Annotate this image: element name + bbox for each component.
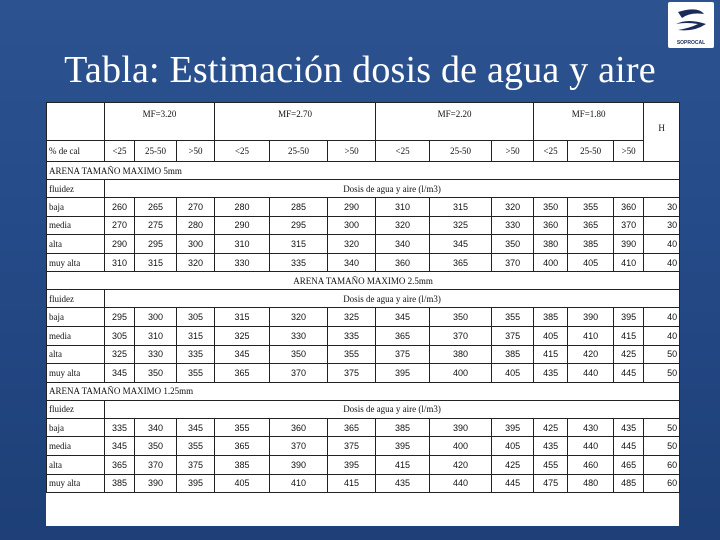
dose-value-cell: 360 xyxy=(376,253,430,272)
h-value-cell: 50 xyxy=(644,364,680,383)
table-row xyxy=(47,326,680,345)
table-row xyxy=(47,308,680,327)
dose-value-cell: 375 xyxy=(376,345,430,364)
dose-value-cell: 355 xyxy=(492,308,534,327)
h-value-cell: 60 xyxy=(644,474,680,493)
h-value-cell: 30 xyxy=(644,216,680,235)
range-cell: 25-50 xyxy=(135,141,177,162)
dose-value-cell: 350 xyxy=(270,345,328,364)
dose-value-cell: 360 xyxy=(534,216,568,235)
table-row xyxy=(47,253,680,272)
dose-value-cell: 410 xyxy=(270,474,328,493)
fluidez-level-label: muy alta xyxy=(47,364,105,383)
dose-value-cell: 480 xyxy=(568,474,614,493)
dose-value-cell: 325 xyxy=(430,216,492,235)
dose-value-cell: 405 xyxy=(492,364,534,383)
fluidez-level-label: media xyxy=(47,216,105,235)
range-cell: 25-50 xyxy=(270,141,328,162)
dose-value-cell: 440 xyxy=(430,474,492,493)
dose-value-cell: 380 xyxy=(534,235,568,254)
dose-value-cell: 270 xyxy=(177,198,215,217)
dose-value-cell: 330 xyxy=(492,216,534,235)
dose-value-cell: 370 xyxy=(614,216,644,235)
h-value-cell: 50 xyxy=(644,437,680,456)
dose-value-cell: 280 xyxy=(177,216,215,235)
mf-header-cell xyxy=(215,103,376,141)
mf-label: MF=2.20 xyxy=(437,108,472,119)
dose-value-cell: 340 xyxy=(328,253,376,272)
mf-header-cell xyxy=(105,103,215,141)
dose-value-cell: 440 xyxy=(568,364,614,383)
dose-value-cell: 475 xyxy=(534,474,568,493)
dose-value-cell: 385 xyxy=(492,345,534,364)
dose-value-cell: 440 xyxy=(568,437,614,456)
dose-value-cell: 395 xyxy=(492,418,534,437)
dosage-table xyxy=(46,102,680,493)
dose-value-cell: 355 xyxy=(328,345,376,364)
dose-value-cell: 465 xyxy=(614,455,644,474)
dose-value-cell: 345 xyxy=(177,418,215,437)
dose-value-cell: 425 xyxy=(492,455,534,474)
dose-value-cell: 385 xyxy=(215,455,270,474)
dose-value-cell: 350 xyxy=(135,364,177,383)
dose-value-cell: 370 xyxy=(135,455,177,474)
range-cell: <25 xyxy=(215,141,270,162)
logo-swirl-icon xyxy=(668,2,714,42)
range-cell: <25 xyxy=(376,141,430,162)
dose-value-cell: 335 xyxy=(105,418,135,437)
dose-value-cell: 360 xyxy=(270,418,328,437)
dose-value-cell: 285 xyxy=(270,198,328,217)
dose-value-cell: 375 xyxy=(328,437,376,456)
section-title: ARENA TAMAÑO MAXIMO 1.25mm xyxy=(47,382,680,400)
dose-value-cell: 355 xyxy=(177,364,215,383)
dose-value-cell: 420 xyxy=(568,345,614,364)
range-cell: >50 xyxy=(492,141,534,162)
mf-header-row xyxy=(47,103,680,141)
dose-value-cell: 300 xyxy=(328,216,376,235)
slide-title: Tabla: Estimación dosis de agua y aire xyxy=(64,49,656,91)
dose-value-cell: 370 xyxy=(492,253,534,272)
section-title-row xyxy=(47,272,680,290)
dose-value-cell: 395 xyxy=(614,308,644,327)
dose-value-cell: 295 xyxy=(105,308,135,327)
dose-value-cell: 355 xyxy=(215,418,270,437)
dose-value-cell: 395 xyxy=(328,455,376,474)
fluidez-level-label: baja xyxy=(47,198,105,217)
fluidez-label: fluidez xyxy=(47,290,105,308)
h-value-cell: 40 xyxy=(644,326,680,345)
table-row xyxy=(47,437,680,456)
dosis-label: Dosis de agua y aire (l/m3) xyxy=(105,180,680,198)
dose-value-cell: 345 xyxy=(376,308,430,327)
dose-value-cell: 345 xyxy=(105,437,135,456)
dose-value-cell: 340 xyxy=(376,235,430,254)
fluidez-label: fluidez xyxy=(47,180,105,198)
dose-value-cell: 335 xyxy=(177,345,215,364)
mf-label: MF=2.70 xyxy=(278,108,312,119)
dose-value-cell: 415 xyxy=(328,474,376,493)
dose-value-cell: 375 xyxy=(492,326,534,345)
section-title-row xyxy=(47,382,680,400)
table-row xyxy=(47,216,680,235)
dose-value-cell: 390 xyxy=(614,235,644,254)
dose-value-cell: 305 xyxy=(105,326,135,345)
dose-value-cell: 340 xyxy=(135,418,177,437)
fluidez-level-label: alta xyxy=(47,235,105,254)
dose-value-cell: 365 xyxy=(328,418,376,437)
dose-value-cell: 365 xyxy=(376,326,430,345)
dose-value-cell: 315 xyxy=(430,198,492,217)
dose-value-cell: 290 xyxy=(328,198,376,217)
logo-text: SOPROCAL xyxy=(676,40,706,46)
dose-value-cell: 425 xyxy=(534,418,568,437)
table-row xyxy=(47,198,680,217)
dose-value-cell: 390 xyxy=(135,474,177,493)
dose-value-cell: 275 xyxy=(135,216,177,235)
dose-value-cell: 295 xyxy=(270,216,328,235)
table-row xyxy=(47,235,680,254)
dose-value-cell: 380 xyxy=(430,345,492,364)
dose-value-cell: 350 xyxy=(135,437,177,456)
fluidez-level-label: muy alta xyxy=(47,253,105,272)
fluidez-level-label: media xyxy=(47,326,105,345)
dosis-label: Dosis de agua y aire (l/m3) xyxy=(105,290,680,308)
dose-value-cell: 310 xyxy=(215,235,270,254)
table-row xyxy=(47,345,680,364)
dose-value-cell: 335 xyxy=(270,253,328,272)
dose-value-cell: 310 xyxy=(105,253,135,272)
dose-value-cell: 350 xyxy=(534,198,568,217)
dose-value-cell: 415 xyxy=(614,326,644,345)
dose-value-cell: 290 xyxy=(215,216,270,235)
dose-value-cell: 295 xyxy=(135,235,177,254)
fluidez-level-label: media xyxy=(47,437,105,456)
dosis-label: Dosis de agua y aire (l/m3) xyxy=(105,400,680,418)
table-row xyxy=(47,418,680,437)
range-header-row xyxy=(47,141,680,162)
dose-value-cell: 400 xyxy=(430,437,492,456)
dose-value-cell: 365 xyxy=(215,364,270,383)
dose-value-cell: 395 xyxy=(177,474,215,493)
h-value-cell: 40 xyxy=(644,308,680,327)
h-value-cell: 40 xyxy=(644,253,680,272)
fluidez-level-label: baja xyxy=(47,308,105,327)
dose-value-cell: 425 xyxy=(614,345,644,364)
dose-value-cell: 365 xyxy=(215,437,270,456)
dose-value-cell: 320 xyxy=(177,253,215,272)
fluidez-level-label: alta xyxy=(47,345,105,364)
dose-value-cell: 370 xyxy=(430,326,492,345)
mf-label: MF=3.20 xyxy=(142,108,177,119)
pct-cal-label: % de cal xyxy=(47,141,105,162)
dose-value-cell: 315 xyxy=(177,326,215,345)
dose-value-cell: 385 xyxy=(534,308,568,327)
dose-value-cell: 335 xyxy=(328,326,376,345)
h-value-cell: 50 xyxy=(644,345,680,364)
dose-value-cell: 370 xyxy=(270,364,328,383)
dose-value-cell: 300 xyxy=(135,308,177,327)
dose-value-cell: 385 xyxy=(105,474,135,493)
dose-value-cell: 330 xyxy=(135,345,177,364)
h-value-cell: 60 xyxy=(644,455,680,474)
soprocal-logo xyxy=(668,2,714,48)
table-row xyxy=(47,474,680,493)
dose-value-cell: 325 xyxy=(328,308,376,327)
dose-value-cell: 390 xyxy=(568,308,614,327)
dose-value-cell: 345 xyxy=(105,364,135,383)
range-cell: >50 xyxy=(614,141,644,162)
dose-value-cell: 310 xyxy=(135,326,177,345)
dose-value-cell: 400 xyxy=(430,364,492,383)
dose-value-cell: 435 xyxy=(534,364,568,383)
dose-value-cell: 420 xyxy=(430,455,492,474)
dose-value-cell: 410 xyxy=(568,326,614,345)
dose-value-cell: 415 xyxy=(376,455,430,474)
dose-value-cell: 280 xyxy=(215,198,270,217)
dose-value-cell: 405 xyxy=(215,474,270,493)
dose-value-cell: 375 xyxy=(177,455,215,474)
fluidez-header-row xyxy=(47,290,680,308)
dose-value-cell: 435 xyxy=(614,418,644,437)
range-cell: >50 xyxy=(177,141,215,162)
h-value-cell: 30 xyxy=(644,198,680,217)
dose-value-cell: 445 xyxy=(614,364,644,383)
dose-value-cell: 485 xyxy=(614,474,644,493)
dose-value-cell: 345 xyxy=(430,235,492,254)
dose-value-cell: 260 xyxy=(105,198,135,217)
dose-value-cell: 405 xyxy=(492,437,534,456)
dose-value-cell: 320 xyxy=(270,308,328,327)
fluidez-header-row xyxy=(47,180,680,198)
dose-value-cell: 345 xyxy=(215,345,270,364)
dose-value-cell: 315 xyxy=(270,235,328,254)
range-cell: 25-50 xyxy=(430,141,492,162)
dose-value-cell: 330 xyxy=(270,326,328,345)
dose-value-cell: 320 xyxy=(328,235,376,254)
dose-value-cell: 365 xyxy=(568,216,614,235)
dose-value-cell: 355 xyxy=(177,437,215,456)
dose-value-cell: 330 xyxy=(215,253,270,272)
fluidez-level-label: alta xyxy=(47,455,105,474)
dose-value-cell: 300 xyxy=(177,235,215,254)
dose-value-cell: 320 xyxy=(492,198,534,217)
mf-header-cell xyxy=(534,103,644,141)
range-cell: <25 xyxy=(105,141,135,162)
dose-value-cell: 435 xyxy=(376,474,430,493)
h-value-cell: 50 xyxy=(644,418,680,437)
fluidez-level-label: muy alta xyxy=(47,474,105,493)
dose-value-cell: 385 xyxy=(376,418,430,437)
dose-value-cell: 265 xyxy=(135,198,177,217)
dose-value-cell: 310 xyxy=(376,198,430,217)
range-cell: 25-50 xyxy=(568,141,614,162)
dose-value-cell: 445 xyxy=(492,474,534,493)
dose-value-cell: 325 xyxy=(215,326,270,345)
dose-value-cell: 305 xyxy=(177,308,215,327)
table-row xyxy=(47,364,680,383)
range-cell: <25 xyxy=(534,141,568,162)
dose-value-cell: 350 xyxy=(430,308,492,327)
dosage-table-container xyxy=(46,102,679,526)
dose-value-cell: 315 xyxy=(215,308,270,327)
dose-value-cell: 390 xyxy=(270,455,328,474)
dose-value-cell: 270 xyxy=(105,216,135,235)
dose-value-cell: 415 xyxy=(534,345,568,364)
dose-value-cell: 375 xyxy=(328,364,376,383)
section-title: ARENA TAMAÑO MAXIMO 5mm xyxy=(47,162,680,180)
dose-value-cell: 455 xyxy=(534,455,568,474)
dose-value-cell: 405 xyxy=(534,326,568,345)
range-cell: >50 xyxy=(328,141,376,162)
header-corner-cell xyxy=(47,103,105,141)
table-row xyxy=(47,455,680,474)
dose-value-cell: 445 xyxy=(614,437,644,456)
h-label: H xyxy=(658,123,665,133)
fluidez-label: fluidez xyxy=(47,400,105,418)
dose-value-cell: 290 xyxy=(105,235,135,254)
dose-value-cell: 395 xyxy=(376,364,430,383)
dose-value-cell: 325 xyxy=(105,345,135,364)
h-header-cell xyxy=(644,103,680,162)
section-title: ARENA TAMAÑO MAXIMO 2.5mm xyxy=(47,272,680,290)
dose-value-cell: 400 xyxy=(534,253,568,272)
dose-value-cell: 430 xyxy=(568,418,614,437)
section-title-row xyxy=(47,162,680,180)
dose-value-cell: 405 xyxy=(568,253,614,272)
dose-value-cell: 350 xyxy=(492,235,534,254)
dose-value-cell: 320 xyxy=(376,216,430,235)
dose-value-cell: 315 xyxy=(135,253,177,272)
fluidez-header-row xyxy=(47,400,680,418)
dose-value-cell: 460 xyxy=(568,455,614,474)
mf-header-cell xyxy=(376,103,534,141)
dose-value-cell: 365 xyxy=(430,253,492,272)
dose-value-cell: 360 xyxy=(614,198,644,217)
dose-value-cell: 390 xyxy=(430,418,492,437)
mf-label: MF=1.80 xyxy=(571,108,606,119)
dose-value-cell: 365 xyxy=(105,455,135,474)
fluidez-level-label: baja xyxy=(47,418,105,437)
dose-value-cell: 435 xyxy=(534,437,568,456)
dose-value-cell: 385 xyxy=(568,235,614,254)
dose-value-cell: 370 xyxy=(270,437,328,456)
dose-value-cell: 410 xyxy=(614,253,644,272)
dose-value-cell: 355 xyxy=(568,198,614,217)
h-value-cell: 40 xyxy=(644,235,680,254)
dose-value-cell: 395 xyxy=(376,437,430,456)
